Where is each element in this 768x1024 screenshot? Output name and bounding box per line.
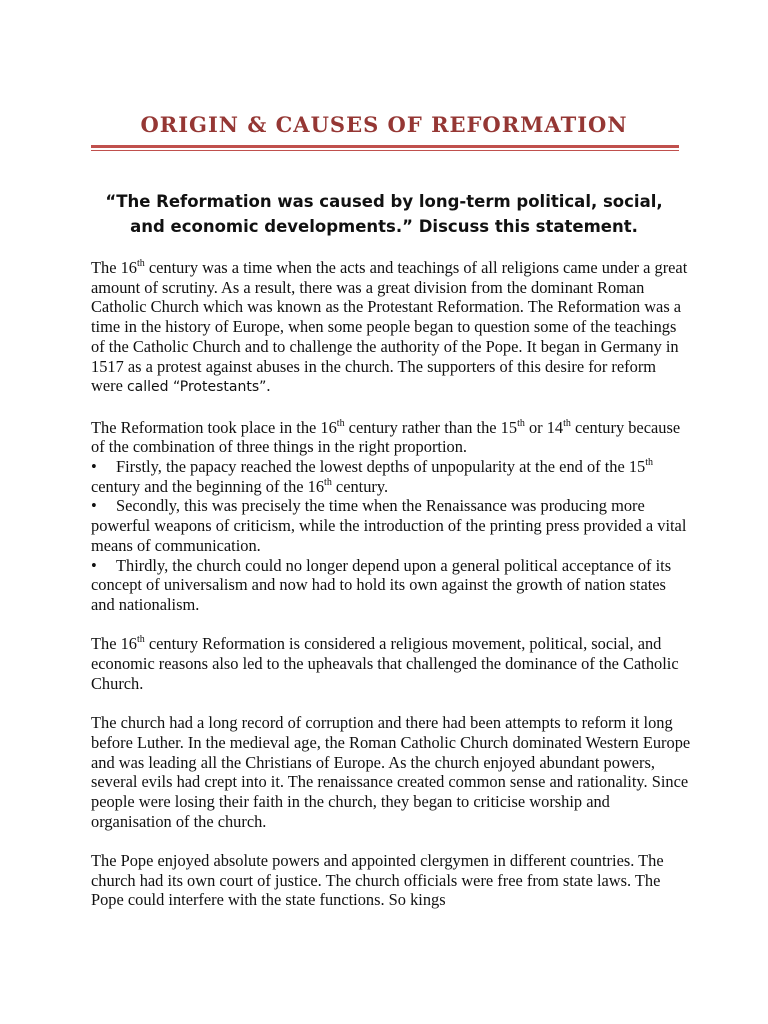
text-run: century. <box>331 476 389 496</box>
bullet-icon: • <box>91 496 97 516</box>
paragraph-intro <box>91 258 691 398</box>
document-body <box>91 258 691 930</box>
text-run-protestants: called “Protestants” <box>126 379 267 396</box>
paragraph-pope-powers: The Pope enjoyed absolute powers and appointed clergymen in different countries. The church had its own court of justice. The church officials were free from state laws. The Pope could interfere with the state functions. So kings <box>91 851 664 910</box>
ordinal-suffix: th <box>336 417 345 429</box>
text-run: The Reformation took place in the 16 <box>91 417 337 437</box>
paragraph-timing <box>91 418 691 615</box>
document-title: ORIGIN & CAUSES OF REFORMATION <box>140 112 628 137</box>
ordinal-suffix: th <box>563 417 571 429</box>
paragraph-movement <box>91 634 691 693</box>
text-run: century was a time when the acts and teachings of all religions came under a great amount of scrutiny. As a result, there was a great division from the dominant Roman Catholic Church which was known as the Protestant Reformation. The Reformation was a time in the history of Europe, when some people began to question some of the teachings of the Catholic Church and to challenge the authority of the Pope. It began in Germany in 1517 as a protest against abuses in the church. The supporters of this desire for reform were <box>91 258 688 396</box>
title-rule-thin <box>91 150 679 151</box>
text-run: century rather than the 15 <box>344 417 518 437</box>
text-run: Firstly, the papacy reached the lowest depths of unpopularity at the end of the 15 <box>116 457 646 477</box>
bullet-item-thirdly <box>91 556 691 615</box>
bullet-icon: • <box>91 555 97 575</box>
essay-question-line-2: and economic developments.” Discuss this statement. <box>130 217 638 236</box>
ordinal-suffix: th <box>136 258 145 269</box>
text-run: Thirdly, the church could no longer depend upon a general political acceptance of its concept of universalism and now had to hold its own against the growth of nation states and nationalism. <box>91 555 672 614</box>
text-run: . <box>266 376 271 396</box>
ordinal-suffix: th <box>645 457 653 469</box>
title-rule-thick <box>91 145 679 148</box>
bullet-icon: • <box>91 457 97 477</box>
text-run: century Reformation is considered a religious movement, political, social, and economic reasons also led to the upheavals that challenged the dominance of the Catholic Church. <box>91 634 679 693</box>
text-run: or 14 <box>524 417 564 437</box>
paragraph-corruption: The church had a long record of corruption and there had been attempts to reform it long before Luther. In the medieval age, the Roman Catholic Church dominated Western Europe and was leading all the Christians of Europe. As the church enjoyed abundant powers, several evils had crept into it. The renaissance created common sense and rationality. Since people were losing their faith in the church, they began to criticise worship and organisation of the church. <box>91 713 691 831</box>
ordinal-suffix: th <box>517 417 525 429</box>
ordinal-suffix: th <box>136 634 145 646</box>
bullet-item-secondly <box>91 496 691 555</box>
essay-question-line-1: “The Reformation was caused by long-term political, social, <box>105 192 663 211</box>
ordinal-suffix: th <box>324 476 332 488</box>
essay-question <box>80 189 688 239</box>
text-run: The 16 <box>91 258 137 277</box>
bullet-item-firstly <box>91 457 691 496</box>
text-run: The 16 <box>91 634 137 654</box>
text-run: Secondly, this was precisely the time when the Renaissance was producing more powerful weapons of criticism, while the introduction of the printing press provided a vital means of communication. <box>91 496 687 555</box>
text-run: century because of the combination of three things in the right proportion. <box>91 417 681 457</box>
text-run: century and the beginning of the 16 <box>91 476 325 496</box>
